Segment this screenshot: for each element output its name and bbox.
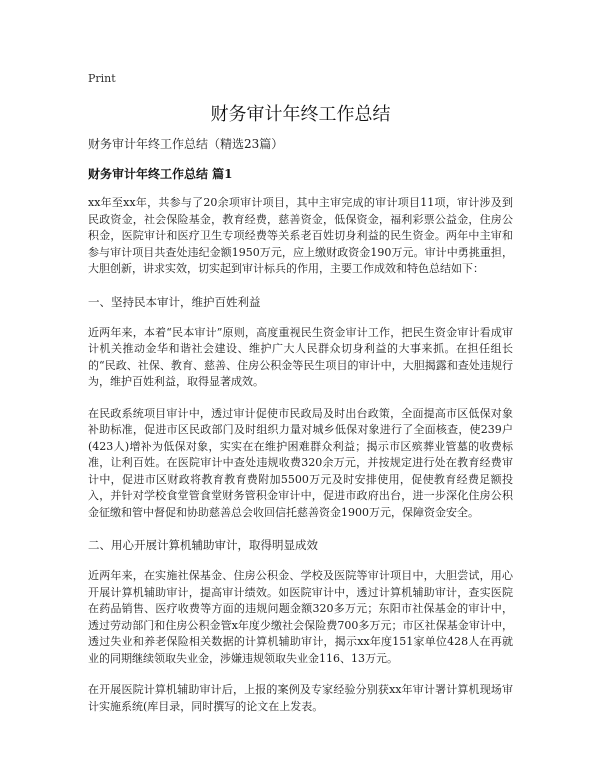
page-title: 财务审计年终工作总结 bbox=[210, 104, 391, 125]
heading-people-oriented-audit: 一、坚持民本审计，维护百姓利益 bbox=[88, 294, 261, 309]
paragraph-hospital-audit: 在开展医院计算机辅助审计后，上报的案例及专家经验分别获xx年审计署计算机现场审计实施系统(库目录，同时撰写的论文在上发表。 bbox=[88, 683, 513, 713]
paragraph-intro: xx年至xx年，共参与了20余项审计项目，其中主审完成的审计项目11项，审计涉及到民政资金，社会保险基金，教育经费，慈善资金，低保资金，福利彩票公益金，住房公积金，医院审计和医疗卫生专项经费等关系老百姓切身利益的民生资金。两年中主审和参与审计项目共查处违纪金额1950万元，应上缴财政资金190万元。审计中勇挑重担，大胆创新，讲求实效，切实起到审计标兵的作用，主要工作成效和特色总结如下： bbox=[88, 196, 513, 275]
paragraph-people-audit: 近两年来，本着“民本审计”原则，高度重视民生资金审计工作，把民生资金审计看成审计机关推动金华和谐社会建设、维护广大人民群众切身利益的大事来抓。在担任组长的“民政、社保、教育、慈善、住房公积金等民生项目的审计中，大胆揭露和查处违规行为，维护百姓利益，取得显著成效。 bbox=[88, 325, 513, 388]
paragraph-computer-audit: 近两年来，在实施社保基金、住房公积金、学校及医院等审计项目中，大胆尝试，用心开展计算机辅助审计，提高审计绩效。如医院审计中，透过计算机辅助审计，查实医院在药品销售、医疗收费等方面的违规问题金额320多万元；东阳市社保基金的审计中，透过劳动部门和住房公积金管x年度少缴社会保险费700多万元；市区社保基金审计中，透过失业和养老保险相关数据的计算机辅助审计，揭示xx年度151家单位428人在再就业的同期继续领取失业金，涉嫌违规领取失业金116、13万元。 bbox=[88, 569, 513, 665]
print-label[interactable]: Print bbox=[88, 72, 116, 85]
document-subtitle: 财务审计年终工作总结（精选23篇） bbox=[88, 137, 284, 151]
heading-computer-aided-audit: 二、用心开展计算机辅助审计，取得明显成效 bbox=[88, 538, 318, 552]
section-title: 财务审计年终工作总结 篇1 bbox=[88, 167, 233, 181]
paragraph-civil-affairs-audit: 在民政系统项目审计中，透过审计促使市民政局及时出台政策，全面提高市区低保对象补助标准，促进市区民政部门及时组织力量对城乡低保对象进行了全面核查，使239户(423人)增补为低保对象，实实在在维护困难群众利益；揭示市区殡葬业管墓的收费标准，让利百姓。在医院审计中查处违规收费320余万元，并按规定进行处在教育经费审计中，促进市区财政将教育教育费附加5500万元及时安排使用，促使教育经费足额投入，并针对学校食堂管食堂财务管积金审计中，促进市政府出台，进一步深化住房公积金征缴和管中督促和协助慈善总会收回信托慈善资金1900万元，保障资金安全。 bbox=[88, 406, 513, 519]
